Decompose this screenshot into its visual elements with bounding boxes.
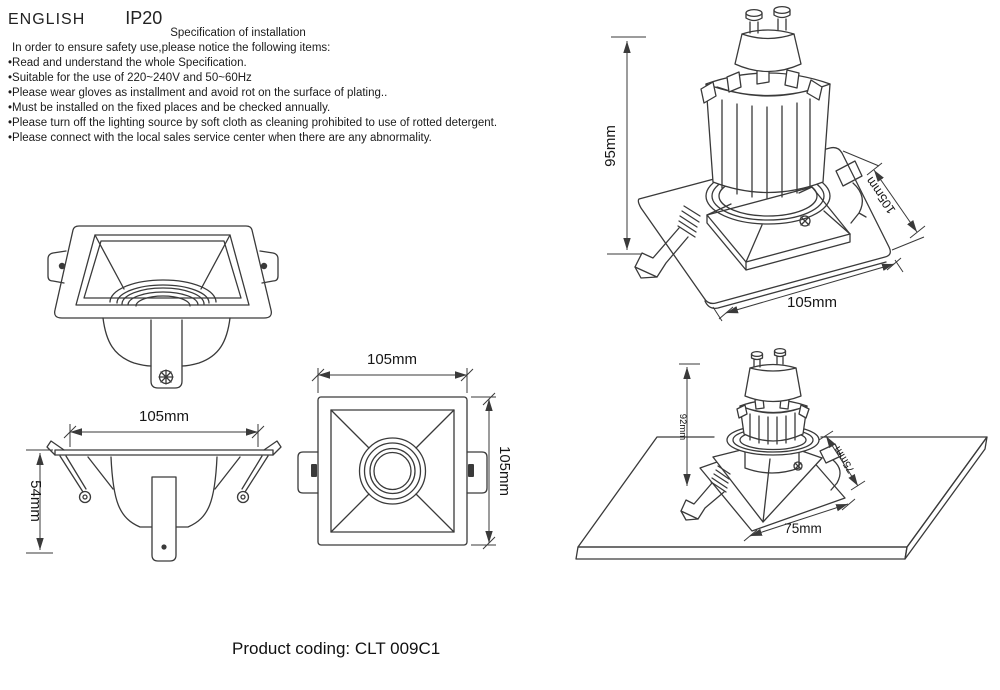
trim-ring [110, 280, 216, 306]
iso-side-label: 105mm [863, 174, 899, 217]
front-width-dimension [64, 408, 264, 447]
cutout-front-label: 75mm [784, 521, 822, 536]
spec-title: Specification of installation [170, 27, 306, 39]
front-height-label: 54mm [27, 480, 44, 522]
iso-height-dimension [602, 37, 646, 254]
language-label: ENGLISH [8, 11, 86, 28]
side-tab-left [48, 251, 66, 283]
front-width-label: 105mm [138, 408, 190, 425]
spec-item: •Please turn off the lighting source by soft cloth as cleaning prohibited to use of rotted detergent. [8, 117, 498, 129]
lamp-pin [774, 7, 790, 30]
install-height-label: 92mm [677, 413, 688, 441]
tab-screw [311, 464, 317, 477]
product-coding: Product coding: CLT 009C1 [232, 639, 441, 658]
cutout-side-label: 75mm [831, 444, 858, 476]
ip-rating-label: IP20 [125, 8, 163, 28]
front-height-dimension [26, 450, 53, 553]
lamp-pin [746, 10, 762, 33]
front-view [26, 408, 281, 561]
face-height-dimension [471, 393, 513, 549]
lamp-pin [775, 349, 786, 364]
iso-front-label: 105mm [786, 294, 838, 311]
face-fixture [298, 397, 487, 545]
face-height-label: 105mm [496, 445, 513, 497]
side-tab-left [298, 452, 318, 493]
gu10-lamp [735, 7, 801, 72]
front-fixture [47, 441, 281, 561]
tab-screw [261, 263, 267, 269]
side-tab-right [260, 251, 278, 283]
housing-body [103, 318, 230, 388]
spec-item: •Read and understand the whole Specification. [8, 57, 247, 69]
spec-intro: In order to ensure safety use,please notice the following items: [12, 42, 331, 54]
lamp-holder [701, 67, 830, 198]
tab-screw [59, 263, 65, 269]
spec-item: •Suitable for the use of 220~240V and 50~60Hz [8, 72, 252, 84]
trim-perspective-view [48, 226, 278, 388]
spec-item: •Please connect with the local sales service center when there are any abnormality. [8, 132, 432, 144]
stem-screw [161, 544, 166, 549]
side-tab-right [467, 452, 487, 493]
spec-item: •Must be installed on the fixed places and be checked annually. [8, 102, 331, 114]
install-view [576, 349, 987, 559]
tab-screw [468, 464, 474, 477]
spec-item: •Please wear gloves as installment and avoid rot on the surface of plating.. [8, 87, 388, 99]
face-width-label: 105mm [366, 351, 418, 368]
iso-view [602, 7, 925, 321]
iso-height-label: 95mm [602, 125, 619, 167]
face-view [298, 351, 513, 549]
lamp-pin [752, 352, 763, 367]
face-width-dimension [312, 351, 473, 393]
